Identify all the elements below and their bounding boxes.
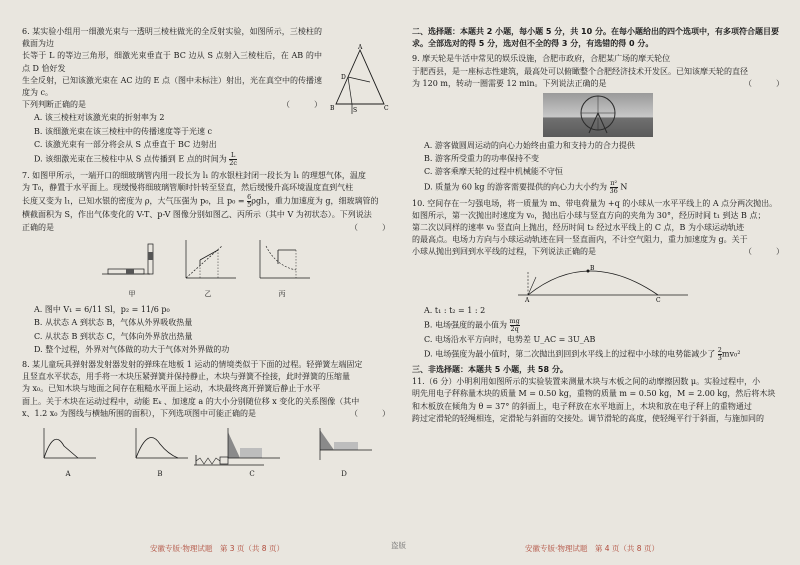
svg-text:A: A bbox=[358, 44, 363, 51]
svg-text:C: C bbox=[384, 105, 389, 112]
fig-caption: B bbox=[157, 470, 163, 479]
q10-option-d: D. 电场强度为最小值时，第二次抛出到回到水平线上的过程中小球的电势能减少了 $\frac{2}{3}$ mv₀² bbox=[424, 346, 741, 363]
q9-option-a: A. 游客做圆周运动的向心力始终由重力和支持力的合力提供 bbox=[424, 141, 635, 151]
q7-line: 正确的是 （ ） bbox=[22, 222, 390, 234]
ek-x-graph bbox=[38, 426, 98, 464]
q10-line: 第二次以同样的速率 v₀ 竖直向上抛出，经历时间 t₂ 经过水平线上的 C 点，B 为小球运动轨迹 bbox=[412, 223, 744, 233]
svg-text:S: S bbox=[353, 107, 358, 114]
svg-text:C: C bbox=[656, 296, 661, 303]
q8-fig-a bbox=[38, 426, 98, 480]
q8-fig-b bbox=[130, 426, 190, 480]
q10-option-b: B. 电场强度的最小值为 $\frac{mg}{2q}$ bbox=[424, 316, 520, 333]
q9-option-b: B. 游客所受重力的功率保持不变 bbox=[424, 154, 539, 164]
q6-d-fraction: $\frac{L}{2c}$ bbox=[229, 151, 238, 168]
q9-option-d: D. 质量为 60 kg 的游客需要提供的向心力大小约为 $\frac{\text{π²}}{36}$ N bbox=[424, 178, 628, 195]
fig-caption: 乙 bbox=[204, 290, 212, 299]
q7-figures bbox=[22, 238, 390, 300]
fig-caption: 甲 bbox=[128, 290, 136, 299]
q10-option-a: A. t₁ : t₂ = 1 : 2 bbox=[424, 305, 486, 315]
answer-paren: （ ） bbox=[744, 247, 784, 257]
spring-block-diagram bbox=[194, 454, 264, 466]
q7-line: 长度又变为 l₁，已知水银的密度为 ρ，大气压强为 p₀，且 p₀ = $\frac{6}{5}$ ρgl₁，重力加速度为 g，细玻璃管的 bbox=[22, 193, 379, 210]
question-9 bbox=[412, 53, 784, 194]
q8-line: 为 x₀。已知木块与地面之间存在粗糙水平面上运动，木块最终离开弹簧后静止于水平 bbox=[22, 384, 321, 394]
pv-graph bbox=[252, 238, 312, 284]
q10-line: 的最高点。电场力方向与小球运动轨迹在同一竖直面内，不计空气阻力，重力加速度为 g。关于 bbox=[412, 235, 748, 245]
q8-line: 面上。关于木块在运动过程中，动能 Eₖ 、加速度 a 的大小分别随位移 x 变化的关系图像（其中 bbox=[22, 396, 360, 406]
trajectory-diagram bbox=[498, 261, 698, 303]
prism-diagram bbox=[330, 44, 390, 116]
svg-text:A: A bbox=[525, 296, 530, 303]
left-page bbox=[22, 26, 390, 536]
q7-option-c: C. 从状态 B 到状态 C，气体向外界放出热量 bbox=[34, 331, 193, 341]
fig-jia bbox=[100, 238, 164, 300]
right-page-footer: 安徽专版·物理试题 第 4 页（共 8 页） bbox=[525, 544, 659, 553]
svg-text:D: D bbox=[341, 74, 346, 81]
question-10 bbox=[412, 198, 784, 362]
question-7 bbox=[22, 170, 390, 356]
fig-yi bbox=[178, 238, 238, 300]
fig-bing bbox=[252, 238, 312, 300]
q6-option-c: C. 该激光束有一部分将会从 S 点垂直于 BC 边射出 bbox=[34, 139, 217, 149]
q6-option-a: A. 该三棱柱对该激光束的折射率为 2 bbox=[34, 113, 165, 123]
q9-line: 于肥西县，是一座标志性建筑，最高处可以俯瞰整个合肥经济技术开发区。已知该摩天轮的直径 bbox=[412, 66, 748, 76]
q8-line: 8. 某儿童玩具弹射器发射器发射的弹珠在地板 1 运动的情境类似于下面的过程。轻弹簧左端固定 bbox=[22, 360, 363, 370]
tube-diagram bbox=[100, 238, 164, 284]
q6-line: 6. 某实验小组用一细激光束与一透明三棱柱做光的全反射实验，如图所示，三棱柱的截面为边 bbox=[22, 27, 322, 49]
svg-text:B: B bbox=[330, 105, 335, 112]
q6-line: 长等于 L 的等边三角形，细激光束垂直于 BC 边从 S 点射入三棱柱后，在 AB 的中点 D 恰好发 bbox=[22, 51, 322, 73]
section-2-heading: 二、选择题：本题共 2 小题，每小题 5 分，共 10 分。在每小题给出的四个选项中，有多项符合题目要 求。全部选对的得 5 分，选对但不全的得 3 分，有选错的得 0 分。 bbox=[412, 27, 779, 49]
q7-line: 为 T₀，静置于水平面上。现缓慢将细玻璃管顺时针转至竖直，然后缓慢升高环境温度直到气柱 bbox=[22, 183, 354, 193]
svg-text:B: B bbox=[590, 264, 595, 272]
q10-b-fraction: $\frac{mg}{2q}$ bbox=[509, 316, 520, 333]
fig-caption: A bbox=[65, 470, 71, 479]
q8-fig-d bbox=[314, 426, 374, 480]
q9-option-c: C. 游客乘摩天轮的过程中机械能不守恒 bbox=[424, 167, 563, 177]
q6-line: 生全反射，已知该激光束在 AC 边的 E 点（图中未标注）射出，光在真空中的传播速度为 c。 bbox=[22, 75, 322, 98]
q8-line: x、1.2 x₀ 为图线与横轴所围的面积），下列选项图中可能正确的是 （ ） bbox=[22, 408, 390, 420]
q11-line: 11.（6 分）小明利用如图所示的实验装置来测量木块与木板之间的动摩擦因数 μ。实验过程中，小 bbox=[412, 377, 761, 387]
q10-line: 小球从抛出到回到水平线的过程，下列说法正确的是 （ ） bbox=[412, 246, 784, 258]
section-3-heading: 三、非选择题：本题共 5 小题，共 58 分。 bbox=[412, 365, 568, 375]
answer-paren: （ ） bbox=[350, 408, 390, 418]
fig-caption: 丙 bbox=[278, 290, 286, 299]
right-page bbox=[412, 26, 784, 536]
q6-option-d: D. 该细激光束在三棱柱中从 S 点传播到 E 点的时间为 $\frac{L}{2c}$ bbox=[34, 151, 238, 168]
q7-p0-fraction: $\frac{6}{5}$ bbox=[247, 193, 252, 210]
q11-line: 和木板放在倾角为 θ = 37° 的斜面上，电子秤放在水平地面上，木块和放在电子秤上的重物通过 bbox=[412, 401, 752, 411]
q6-option-b: B. 该细激光束在该三棱柱中的传播速度等于光速 c bbox=[34, 126, 212, 136]
a-x-graph bbox=[314, 426, 374, 464]
question-11 bbox=[412, 376, 784, 425]
vt-graph bbox=[178, 238, 238, 284]
answer-paren: （ ） bbox=[744, 78, 784, 88]
fig-caption: D bbox=[341, 470, 347, 479]
left-page-footer: 安徽专版·物理试题 第 3 页（共 8 页） bbox=[150, 544, 284, 553]
q9-line: 为 120 m，转动一圈需要 12 min。下列说法正确的是 （ ） bbox=[412, 78, 784, 90]
q11-line: 明先用电子秤称量木块的质量 M = 0.50 kg，重物的质量 m = 0.50 kg，M = 2.00 kg，然后将木块 bbox=[412, 389, 776, 399]
q7-line: 横截面积为 S，作出气体变化的 V-T、p-V 图像分别如图乙、丙所示（其中 V 为初状态）。下列说法 bbox=[22, 210, 372, 220]
answer-paren: （ ） bbox=[282, 100, 322, 110]
q7-option-b: B. 从状态 A 到状态 B，气体从外界吸收热量 bbox=[34, 318, 193, 328]
q6-line: 下列判断正确的是 （ ） bbox=[22, 99, 322, 111]
fig-caption: C bbox=[249, 470, 255, 479]
q7-option-d: D. 整个过程，外界对气体做的功大于气体对外界做的功 bbox=[34, 344, 230, 354]
ferris-wheel-photo bbox=[543, 93, 653, 137]
watermark: 盗版 bbox=[391, 541, 406, 550]
q8-line: 且竖直水平状态，用手将一木块压紧弹簧并保持静止，木块与弹簧不拴接，此时弹簧的压缩量 bbox=[22, 372, 350, 382]
question-6 bbox=[22, 26, 390, 167]
q7-option-a: A. 图中 V₁ = 6/11 Sl，p₂ = 11/6 p₀ bbox=[34, 305, 170, 315]
ferris-wheel-icon bbox=[543, 93, 653, 137]
q10-line: 如图所示，第一次抛出时速度为 v₀，抛出后小球与竖直方向的夹角为 30°，经历时间 t₁ 到达 B 点； bbox=[412, 210, 766, 220]
q10-option-c: C. 电场沿水平方向时，电势差 U_AC = 3U_AB bbox=[424, 334, 596, 344]
q11-line: 跨过定滑轮的轻绳相连，定滑轮与斜面的交接处。调节滑轮的高度，使轻绳平行于斜面，与施加同的 bbox=[412, 413, 764, 423]
q10-d-fraction: $\frac{2}{3}$ bbox=[717, 346, 722, 363]
ek-x-graph bbox=[130, 426, 190, 464]
q10-line: 10. 空间存在一匀强电场，将一质量为 m、带电荷量为 +q 的小球从一水平平线上的 A 点分两次抛出。 bbox=[412, 198, 778, 208]
question-8 bbox=[22, 359, 390, 480]
q7-line: 7. 如图甲所示，一端开口的细玻璃管内用一段长为 l₁ 的水银柱封闭一段长为 l₁ 的理想气体，温度 bbox=[22, 171, 366, 181]
q9-line: 9. 摩天轮是牛活中常见的娱乐设施，合肥市政府，合肥某广场的摩天轮位 bbox=[412, 54, 671, 64]
q9-d-fraction: $\frac{\text{π²}}{36}$ bbox=[609, 178, 618, 195]
answer-paren: （ ） bbox=[350, 222, 390, 232]
